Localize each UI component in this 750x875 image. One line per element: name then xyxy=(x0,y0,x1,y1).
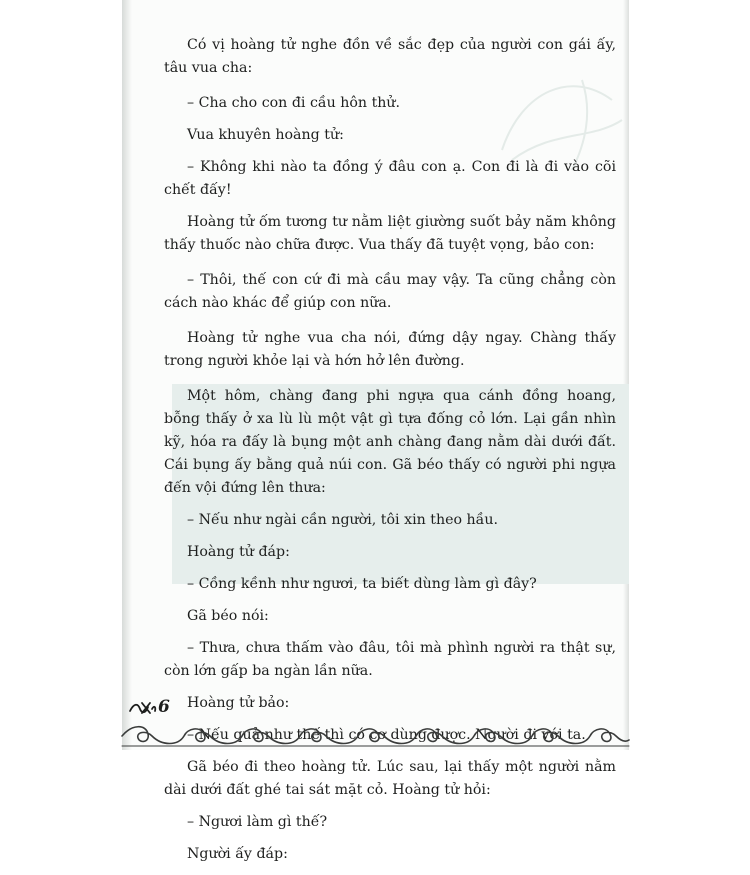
paragraph: – Thôi, thế con cứ đi mà cầu may vậy. Ta cũng chẳng còn cách nào khác để giúp con nữa. xyxy=(164,272,616,311)
paragraph: – Cồng kềnh như ngươi, ta biết dùng làm gì đây? xyxy=(187,576,537,592)
page-gutter-shadow xyxy=(122,0,132,750)
paragraph: – Nếu như ngài cần người, tôi xin theo hầu. xyxy=(187,512,499,528)
paragraph: Gã béo đi theo hoàng tử. Lúc sau, lại thấy một người nằm dài dưới đất ghé tai sát mặt cỏ. Hoàng tử hỏi: xyxy=(164,759,616,798)
paragraph: Vua khuyên hoàng tử: xyxy=(187,127,344,143)
paragraph: – Không khi nào ta đồng ý đâu con ạ. Con đi là đi vào cõi chết đấy! xyxy=(164,159,616,198)
paragraph: – Cha cho con đi cầu hôn thử. xyxy=(187,95,401,111)
paragraph: Hoàng tử bảo: xyxy=(187,695,290,711)
scroll-ornament-icon xyxy=(122,712,629,750)
paragraph: Hoàng tử đáp: xyxy=(187,544,290,560)
paragraph: Có vị hoàng tử nghe đồn về sắc đẹp của người con gái ấy, tâu vua cha: xyxy=(164,37,616,76)
page-number: 6 xyxy=(158,697,170,717)
paragraph: Người ấy đáp: xyxy=(187,846,288,862)
paragraph: – Ngươi làm gì thế? xyxy=(187,814,328,830)
book-page xyxy=(122,0,629,862)
paragraph: – Nếu quả như thế thì có cơ dùng được. Người đi với ta. xyxy=(187,727,586,743)
paragraph: Hoàng tử ốm tương tư nằm liệt giường suốt bảy năm không thấy thuốc nào chữa được. Vua thấy đã tuyệt vọng, bảo con: xyxy=(164,214,616,253)
paragraph: Gã béo nói: xyxy=(187,608,269,624)
paragraph: Hoàng tử nghe vua cha nói, đứng dậy ngay. Chàng thấy trong người khỏe lại và hớn hở lên đường. xyxy=(164,330,616,369)
paragraph: Một hôm, chàng đang phi ngựa qua cánh đồng hoang, bỗng thấy ở xa lù lù một vật gì tựa đống cỏ lớn. Lại gần nhìn kỹ, hóa ra đấy là bụng một anh chàng đang nằm dài dưới đất. Cái bụng ấy bằng quả núi con. Gã béo thấy có người phi ngựa đến vội đứng lên thưa: xyxy=(164,388,616,496)
paragraph: – Thưa, chưa thấm vào đâu, tôi mà phình người ra thật sự, còn lớn gấp ba ngàn lần nữa. xyxy=(164,640,616,679)
